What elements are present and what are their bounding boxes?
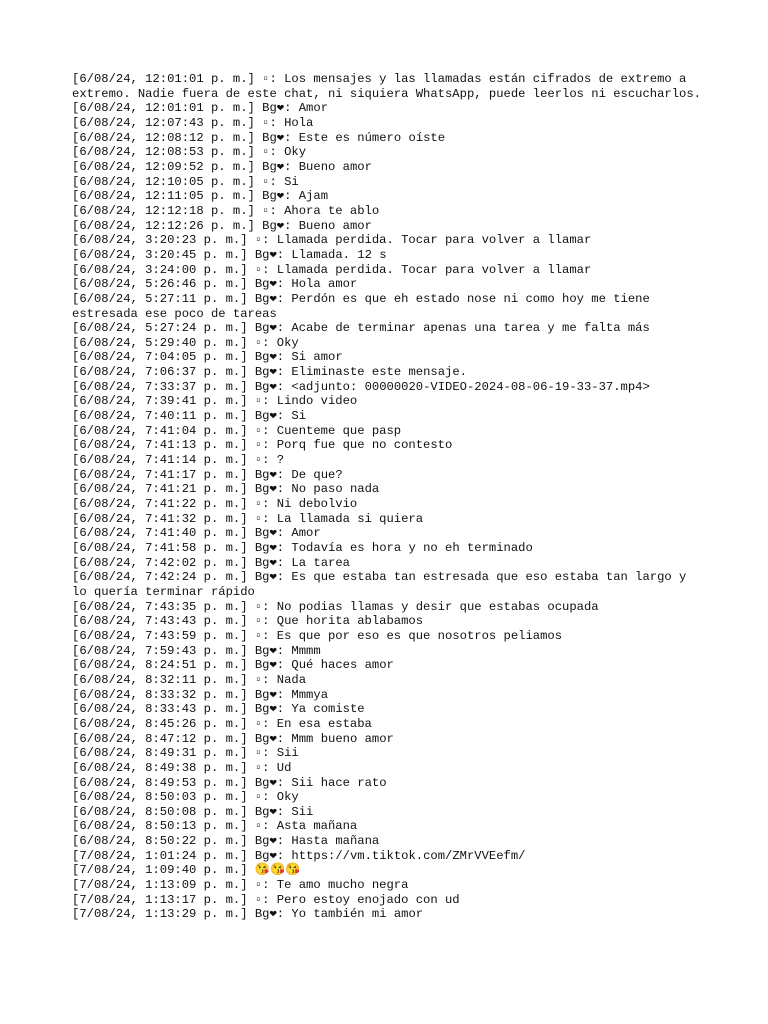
- chat-message-line: [6/08/24, 5:26:46 p. m.] Bg❤: Hola amor: [72, 277, 358, 292]
- chat-message-line: [6/08/24, 7:42:02 p. m.] Bg❤: La tarea: [72, 555, 350, 570]
- chat-message-line: [6/08/24, 12:11:05 p. m.] Bg❤: Ajam: [72, 189, 329, 204]
- chat-message-line: [7/08/24, 1:13:17 p. m.] ▫: Pero estoy enojado con ud: [72, 892, 460, 907]
- chat-message-line: [6/08/24, 7:39:41 p. m.] ▫: Lindo video: [72, 394, 358, 409]
- chat-message-line: [6/08/24, 12:01:01 p. m.] Bg❤: Amor: [72, 101, 329, 116]
- chat-message-line: [6/08/24, 7:59:43 p. m.] Bg❤: Mmmm: [72, 643, 321, 658]
- chat-message-line: [6/08/24, 7:04:05 p. m.] Bg❤: Si amor: [72, 350, 343, 365]
- chat-message-line: [6/08/24, 7:41:13 p. m.] ▫: Porq fue que no contesto: [72, 438, 453, 453]
- chat-message-line: [6/08/24, 7:41:32 p. m.] ▫: La llamada si quiera: [72, 511, 424, 526]
- chat-message-line: [6/08/24, 7:41:04 p. m.] ▫: Cuenteme que pasp: [72, 423, 402, 438]
- chat-message-line: [6/08/24, 12:12:18 p. m.] ▫: Ahora te ablo: [72, 203, 380, 218]
- chat-message-line: [6/08/24, 8:32:11 p. m.] ▫: Nada: [72, 672, 307, 687]
- chat-message-line: [6/08/24, 7:41:14 p. m.] ▫: ?: [72, 453, 285, 468]
- chat-message-line: [6/08/24, 8:50:13 p. m.] ▫: Asta mañana: [72, 819, 358, 834]
- chat-message-line: [7/08/24, 1:13:29 p. m.] Bg❤: Yo también mi amor: [72, 907, 424, 922]
- chat-message-line: [6/08/24, 7:41:22 p. m.] ▫: Ni debolvio: [72, 497, 358, 512]
- chat-message-line: [6/08/24, 12:12:26 p. m.] Bg❤: Bueno amor: [72, 218, 372, 233]
- chat-message-line: [6/08/24, 12:10:05 p. m.] ▫: Si: [72, 174, 299, 189]
- chat-message-line: [6/08/24, 8:24:51 p. m.] Bg❤: Qué haces amor: [72, 658, 394, 673]
- chat-message-line: [7/08/24, 1:09:40 p. m.] 😘😘😘: [72, 863, 301, 878]
- chat-message-line: [6/08/24, 7:40:11 p. m.] Bg❤: Si: [72, 409, 307, 424]
- chat-message-line: [6/08/24, 8:50:03 p. m.] ▫: Oky: [72, 790, 299, 805]
- chat-message-line: [6/08/24, 7:41:17 p. m.] Bg❤: De que?: [72, 467, 343, 482]
- chat-message-line: [7/08/24, 1:13:09 p. m.] ▫: Te amo mucho negra: [72, 878, 409, 893]
- chat-message-line: [6/08/24, 7:43:43 p. m.] ▫: Que horita ablabamos: [72, 614, 424, 629]
- chat-message-line: [6/08/24, 3:20:23 p. m.] ▫: Llamada perdida. Tocar para volver a llamar: [72, 233, 592, 248]
- chat-message-line: [6/08/24, 7:06:37 p. m.] Bg❤: Eliminaste este mensaje.: [72, 365, 467, 380]
- chat-message-line: [6/08/24, 8:33:32 p. m.] Bg❤: Mmmya: [72, 687, 329, 702]
- chat-message-line: [6/08/24, 8:45:26 p. m.] ▫: En esa estaba: [72, 716, 372, 731]
- chat-message-line: [6/08/24, 5:27:24 p. m.] Bg❤: Acabe de terminar apenas una tarea y me falta más: [72, 321, 650, 336]
- chat-message-line: [6/08/24, 8:47:12 p. m.] Bg❤: Mmm bueno amor: [72, 731, 394, 746]
- chat-message-line: [6/08/24, 7:41:58 p. m.] Bg❤: Todavía es hora y no eh terminado: [72, 541, 533, 555]
- chat-message-line: [6/08/24, 7:43:59 p. m.] ▫: Es que por eso es que nosotros peliamos: [72, 628, 563, 643]
- chat-message-line: [6/08/24, 5:29:40 p. m.] ▫: Oky: [72, 335, 299, 350]
- chat-message-line: [6/08/24, 8:33:43 p. m.] Bg❤: Ya comiste: [72, 702, 365, 717]
- chat-message-line: [6/08/24, 8:49:38 p. m.] ▫: Ud: [72, 760, 292, 775]
- chat-message-line: [7/08/24, 1:01:24 p. m.] Bg❤: https://vm.tiktok.com/ZMrVVEefm/: [72, 848, 526, 863]
- chat-message-line: [6/08/24, 7:41:21 p. m.] Bg❤: No paso nada: [72, 482, 380, 497]
- chat-message-line: [6/08/24, 12:01:01 p. m.] ▫: Los mensajes y las llamadas están cifrados de extremo a extremo. Nadie fuera de este chat, ni siquiera WhatsApp, puede leerlos ni escucharlos.: [72, 72, 701, 101]
- chat-message-line: [6/08/24, 12:07:43 p. m.] ▫: Hola: [72, 115, 314, 130]
- chat-message-line: [6/08/24, 7:43:35 p. m.] ▫: No podias llamas y desir que estabas ocupada: [72, 599, 599, 614]
- chat-message-line: [6/08/24, 7:33:37 p. m.] Bg❤: <adjunto: 00000020-VIDEO-2024-08-06-19-33-37.mp4>: [72, 379, 650, 394]
- chat-message-line: [6/08/24, 5:27:11 p. m.] Bg❤: Perdón es que eh estado nose ni como hoy me tiene estresada ese poco de tareas: [72, 291, 658, 321]
- chat-message-line: [6/08/24, 7:42:24 p. m.] Bg❤: Es que estaba tan estresada que eso estaba tan largo y lo quería terminar rápido: [72, 570, 694, 599]
- chat-message-line: [6/08/24, 12:09:52 p. m.] Bg❤: Bueno amor: [72, 159, 372, 174]
- chat-message-line: [6/08/24, 12:08:53 p. m.] ▫: Oky: [72, 145, 307, 160]
- chat-message-line: [6/08/24, 8:49:31 p. m.] ▫: Sii: [72, 746, 299, 761]
- chat-message-line: [6/08/24, 8:49:53 p. m.] Bg❤: Sii hace rato: [72, 775, 387, 790]
- chat-message-line: [6/08/24, 7:41:40 p. m.] Bg❤: Amor: [72, 526, 321, 541]
- chat-message-line: [6/08/24, 8:50:22 p. m.] Bg❤: Hasta mañana: [72, 834, 380, 849]
- chat-message-line: [6/08/24, 12:08:12 p. m.] Bg❤: Este es número oíste: [72, 130, 446, 145]
- chat-message-line: [6/08/24, 3:20:45 p. m.] Bg❤: Llamada. 12 s: [72, 247, 387, 262]
- chat-transcript: [72, 72, 704, 922]
- chat-message-line: [6/08/24, 8:50:08 p. m.] Bg❤: Sii: [72, 804, 314, 819]
- chat-message-line: [6/08/24, 3:24:00 p. m.] ▫: Llamada perdida. Tocar para volver a llamar: [72, 262, 592, 277]
